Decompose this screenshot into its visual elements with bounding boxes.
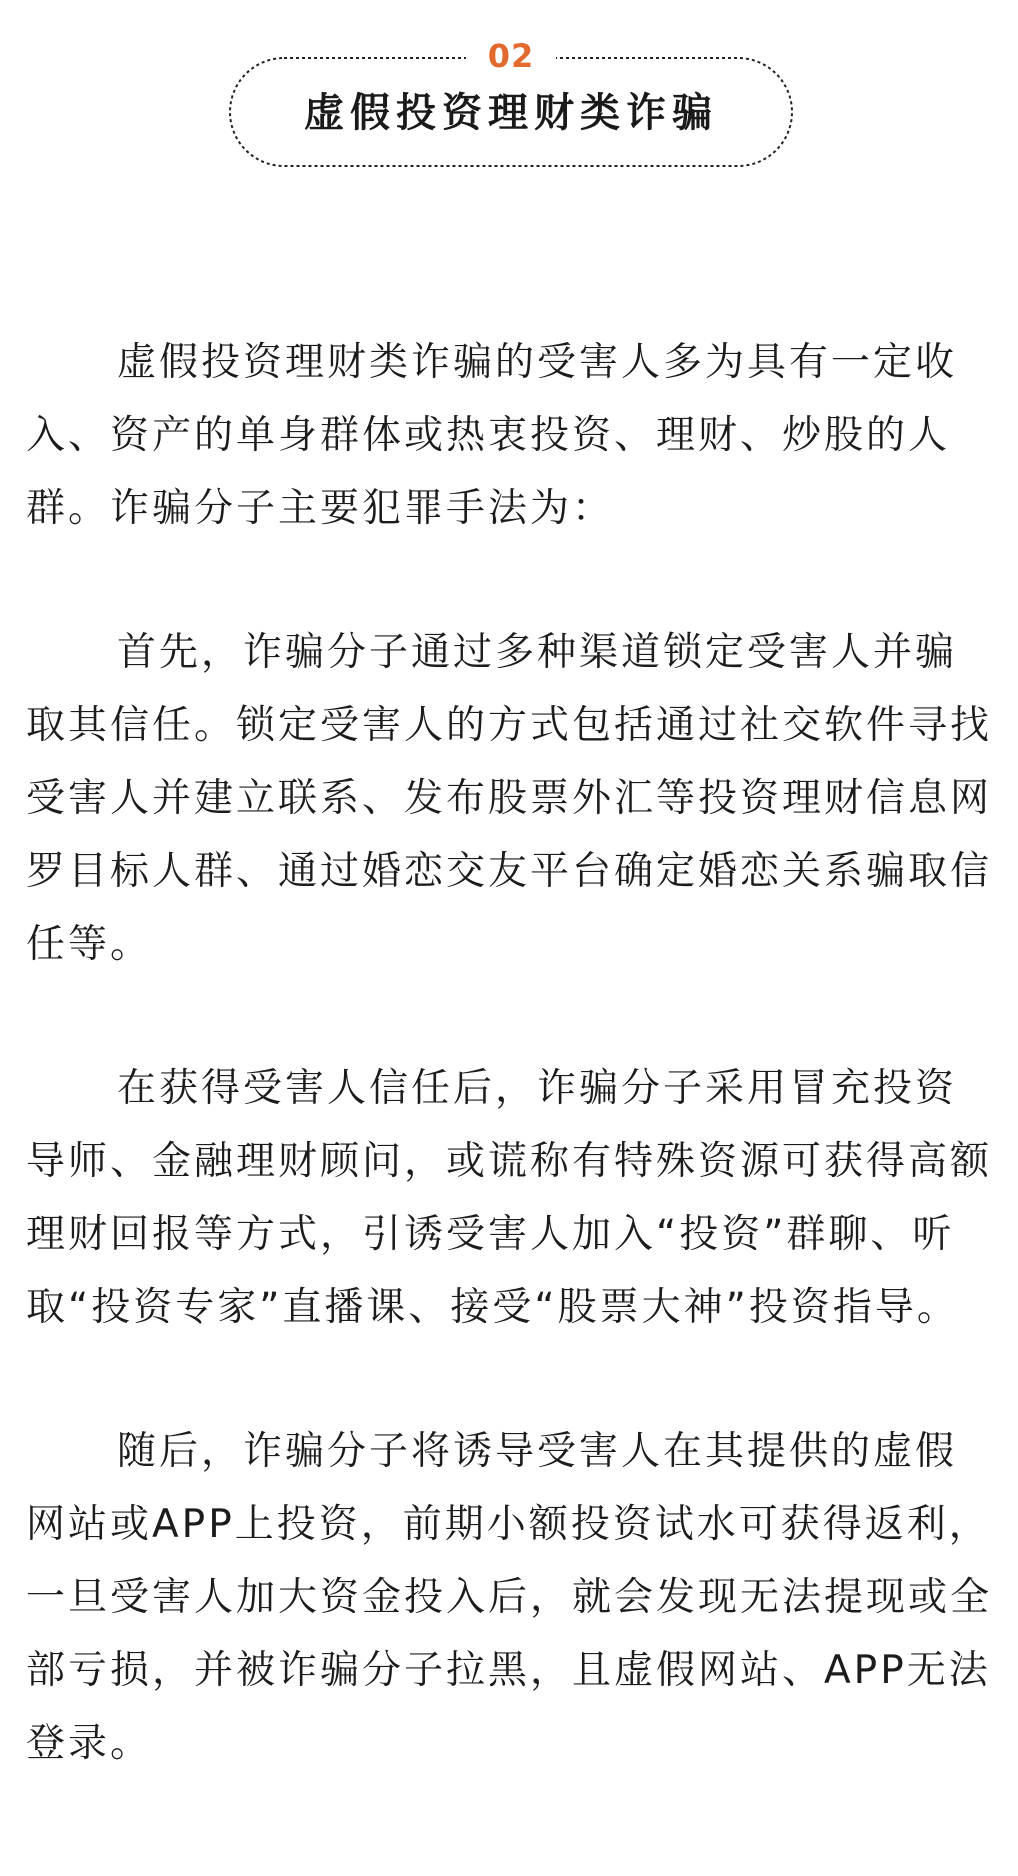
paragraph-second-step: 在获得受害人信任后，诈骗分子采用冒充投资导师、金融理财顾问，或谎称有特殊资源可获得高额理财回报等方式，引诱受害人加入“投资”群聊、听取“投资专家”直播课、接受“股票大神”投资指导。	[26, 1066, 993, 1330]
paragraph-intro: 虚假投资理财类诈骗的受害人多为具有一定收入、资产的单身群体或热衷投资、理财、炒股的人群。诈骗分子主要犯罪手法为：	[26, 340, 958, 531]
section-number: 02	[487, 37, 535, 75]
section-title: 虚假投资理财类诈骗	[304, 90, 718, 136]
paragraph-third-step: 随后，诈骗分子将诱导受害人在其提供的虚假网站或APP上投资，前期小额投资试水可获得返利，一旦受害人加大资金投入后，就会发现无法提现或全部亏损，并被诈骗分子拉黑，且虚假网站、APP无法登录。	[26, 1429, 993, 1766]
paragraph-first-step: 首先，诈骗分子通过多种渠道锁定受害人并骗取其信任。锁定受害人的方式包括通过社交软件寻找受害人并建立联系、发布股票外汇等投资理财信息网罗目标人群、通过婚恋交友平台确定婚恋关系骗取信任等。	[26, 630, 993, 967]
article-body	[26, 326, 994, 1851]
section-header	[228, 37, 794, 168]
